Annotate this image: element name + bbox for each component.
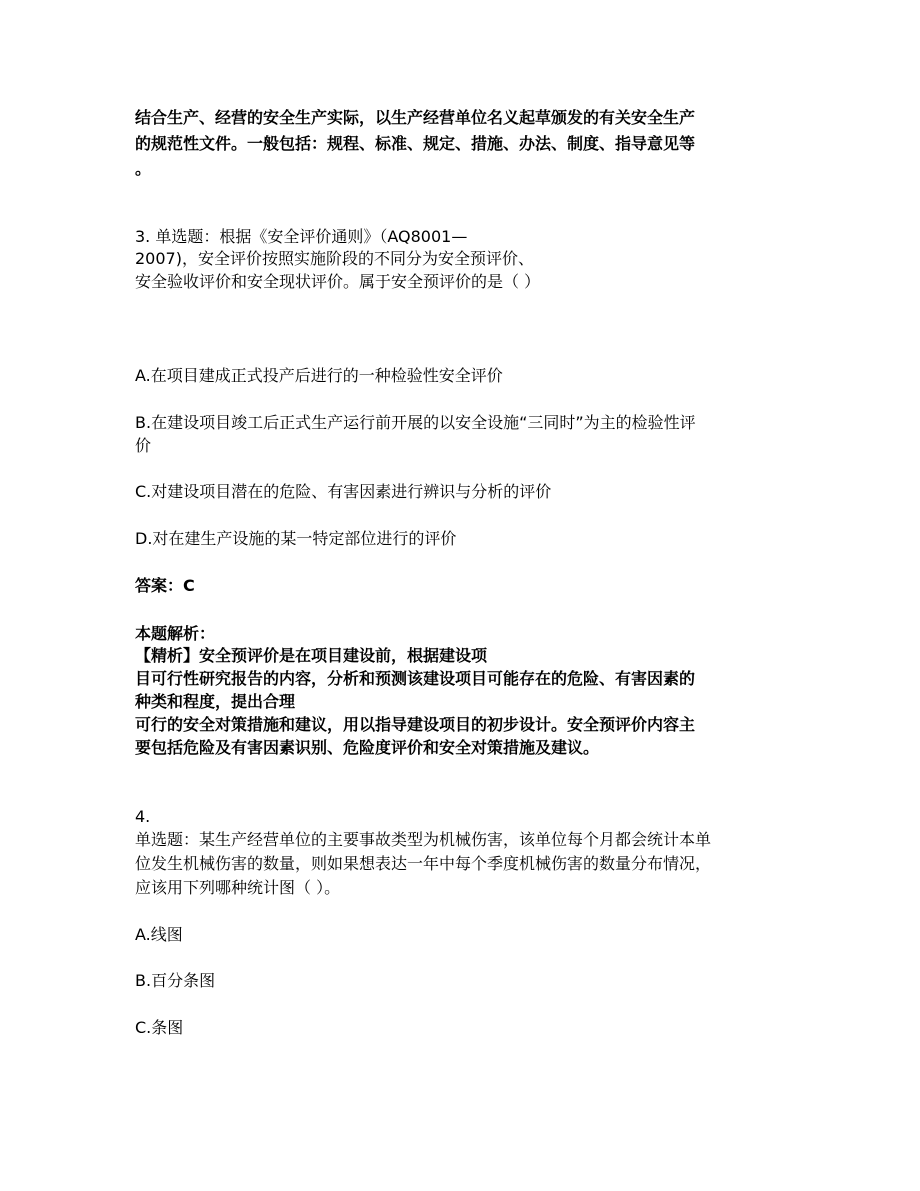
- q3-analysis-line-3: 种类和程度，提出合理: [135, 692, 296, 711]
- q3-analysis-line-2: 目可行性研究报告的内容，分析和预测该建设项目可能存在的危险、有害因素的: [135, 669, 696, 688]
- prev-analysis-line-3: 。: [135, 159, 152, 178]
- q4-stem-line-1: 单选题：某生产经营单位的主要事故类型为机械伤害，该单位每个月都会统计本单: [135, 830, 712, 849]
- q4-number: 4.: [135, 807, 151, 826]
- prev-analysis-line-2: 的规范性文件。一般包括：规程、标准、规定、措施、办法、制度、指导意见等: [135, 134, 696, 153]
- q4-option-a: A.线图: [135, 925, 183, 944]
- q3-analysis-line-4: 可行的安全对策措施和建议，用以指导建设项目的初步设计。安全预评价内容主: [135, 715, 696, 734]
- q4-stem-line-3: 应该用下列哪种统计图（ ）。: [135, 878, 341, 897]
- q4-option-c: C.条图: [135, 1018, 184, 1037]
- q4-option-b: B.百分条图: [135, 971, 216, 990]
- q3-option-c: C.对建设项目潜在的危险、有害因素进行辨识与分析的评价: [135, 482, 552, 501]
- q3-option-a: A.在项目建成正式投产后进行的一种检验性安全评价: [135, 366, 503, 385]
- q4-stem-line-2: 位发生机械伤害的数量，则如果想表达一年中每个季度机械伤害的数量分布情况，: [135, 854, 712, 873]
- q3-analysis-line-1: 【精析】安全预评价是在项目建设前，根据建设项: [135, 646, 488, 665]
- q3-option-b-line-2: 价: [135, 436, 152, 455]
- q3-stem-line-2: 2007)，安全评价按照实施阶段的不同分为安全预评价、: [135, 249, 534, 268]
- q3-option-d: D.对在建生产设施的某一特定部位进行的评价: [135, 529, 457, 548]
- q3-stem-line-3: 安全验收评价和安全现状评价。属于安全预评价的是（ ）: [135, 272, 541, 291]
- q3-analysis-label: 本题解析：: [135, 624, 216, 643]
- q3-answer: 答案：C: [135, 576, 195, 595]
- q3-analysis-line-5: 要包括危险及有害因素识别、危险度评价和安全对策措施及建议。: [135, 738, 600, 757]
- prev-analysis-line-1: 结合生产、经营的安全生产实际，以生产经营单位名义起草颁发的有关安全生产: [135, 108, 696, 127]
- q3-stem-line-1: 3. 单选题：根据《安全评价通则》（AQ8001—: [135, 227, 468, 246]
- q3-option-b-line-1: B.在建设项目竣工后正式生产运行前开展的以安全设施“三同时”为主的检验性评: [135, 413, 696, 432]
